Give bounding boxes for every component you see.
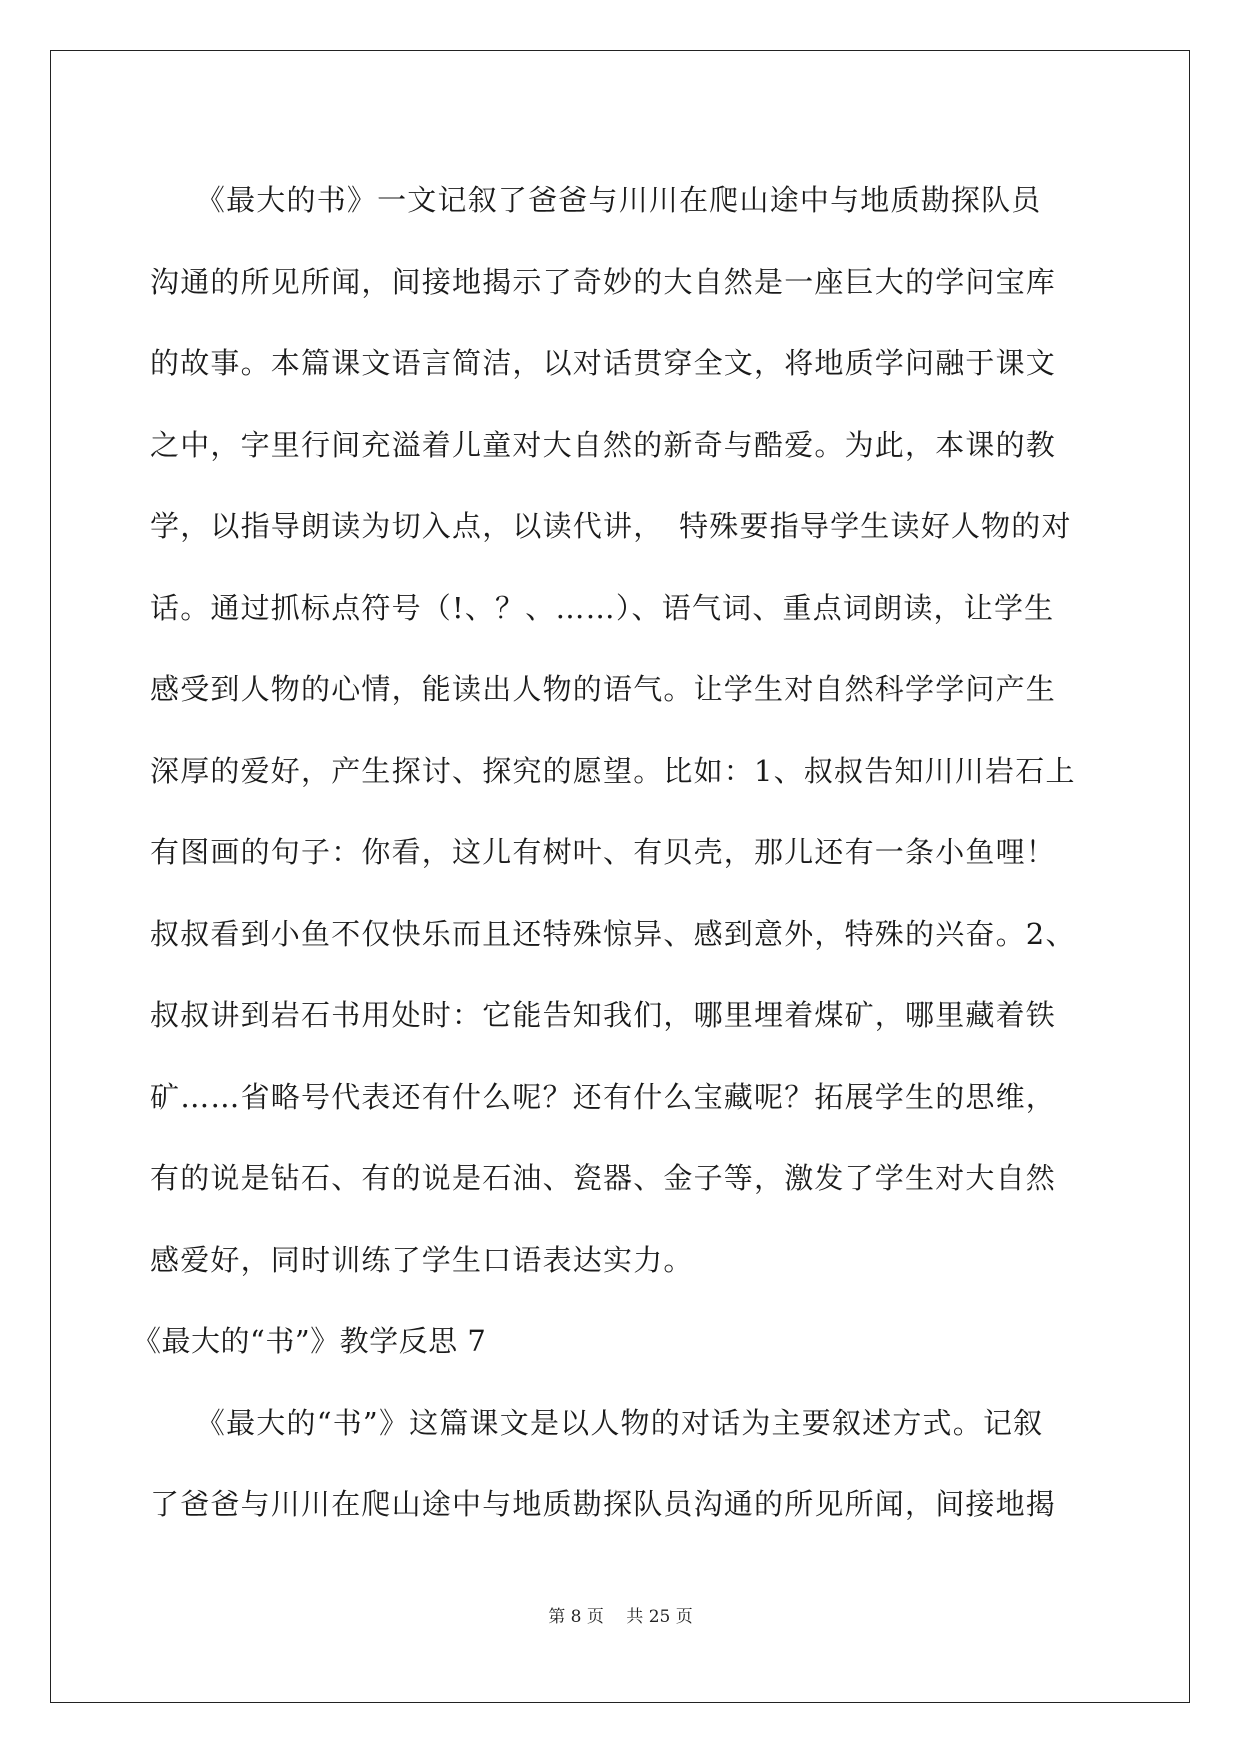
page-number: 第 8 页 共 25 页 bbox=[548, 1607, 693, 1627]
paragraph-line: 有图画的句子：你看，这儿有树叶、有贝壳，那儿还有一条小鱼哩！ bbox=[150, 835, 1057, 869]
paragraph-line: 感爱好，同时训练了学生口语表达实力。 bbox=[150, 1242, 694, 1277]
paragraph-line: 《最大的“书”》这篇课文是以人物的对话为主要叙述方式。记叙 bbox=[150, 1405, 1044, 1440]
paragraph-line: 有的说是钻石、有的说是石油、瓷器、金子等，激发了学生对大自然 bbox=[150, 1161, 1057, 1195]
paragraph-line: 之中，字里行间充溢着儿童对大自然的新奇与酷爱。为此，本课的教 bbox=[150, 427, 1057, 462]
paragraph-line: 感受到人物的心情，能读出人物的语气。让学生对自然科学学问产生 bbox=[150, 672, 1057, 706]
paragraph-line: 话。通过抓标点符号（!、？、……）、语气词、重点词朗读，让学生 bbox=[150, 590, 1055, 625]
paragraph-line: 的故事。本篇课文语言简洁，以对话贯穿全文，将地质学问融于课文 bbox=[150, 346, 1057, 380]
paragraph-line: 深厚的爱好，产生探讨、探究的愿望。比如：1、叔叔告知川川岩石上 bbox=[150, 753, 1076, 788]
paragraph-line: 《最大的书》一文记叙了爸爸与川川在爬山途中与地质勘探队员 bbox=[150, 183, 1042, 217]
section-heading: 《最大的“书”》教学反思 7 bbox=[132, 1324, 487, 1358]
paragraph-line: 沟通的所见所闻，间接地揭示了奇妙的大自然是一座巨大的学问宝库 bbox=[150, 264, 1057, 299]
paragraph-line: 学，以指导朗读为切入点，以读代讲， 特殊要指导学生读好人物的对 bbox=[150, 509, 1072, 543]
paragraph-line: 叔叔讲到岩石书用处时：它能告知我们，哪里埋着煤矿，哪里藏着铁 bbox=[150, 998, 1057, 1032]
paragraph-line: 叔叔看到小鱼不仅快乐而且还特殊惊异、感到意外，特殊的兴奋。2、 bbox=[150, 916, 1076, 951]
paragraph-line: 矿……省略号代表还有什么呢？还有什么宝藏呢？拓展学生的思维， bbox=[150, 1079, 1057, 1114]
document-body bbox=[132, 160, 1090, 1546]
paragraph-line: 了爸爸与川川在爬山途中与地质勘探队员沟通的所见所闻，间接地揭 bbox=[150, 1487, 1057, 1521]
